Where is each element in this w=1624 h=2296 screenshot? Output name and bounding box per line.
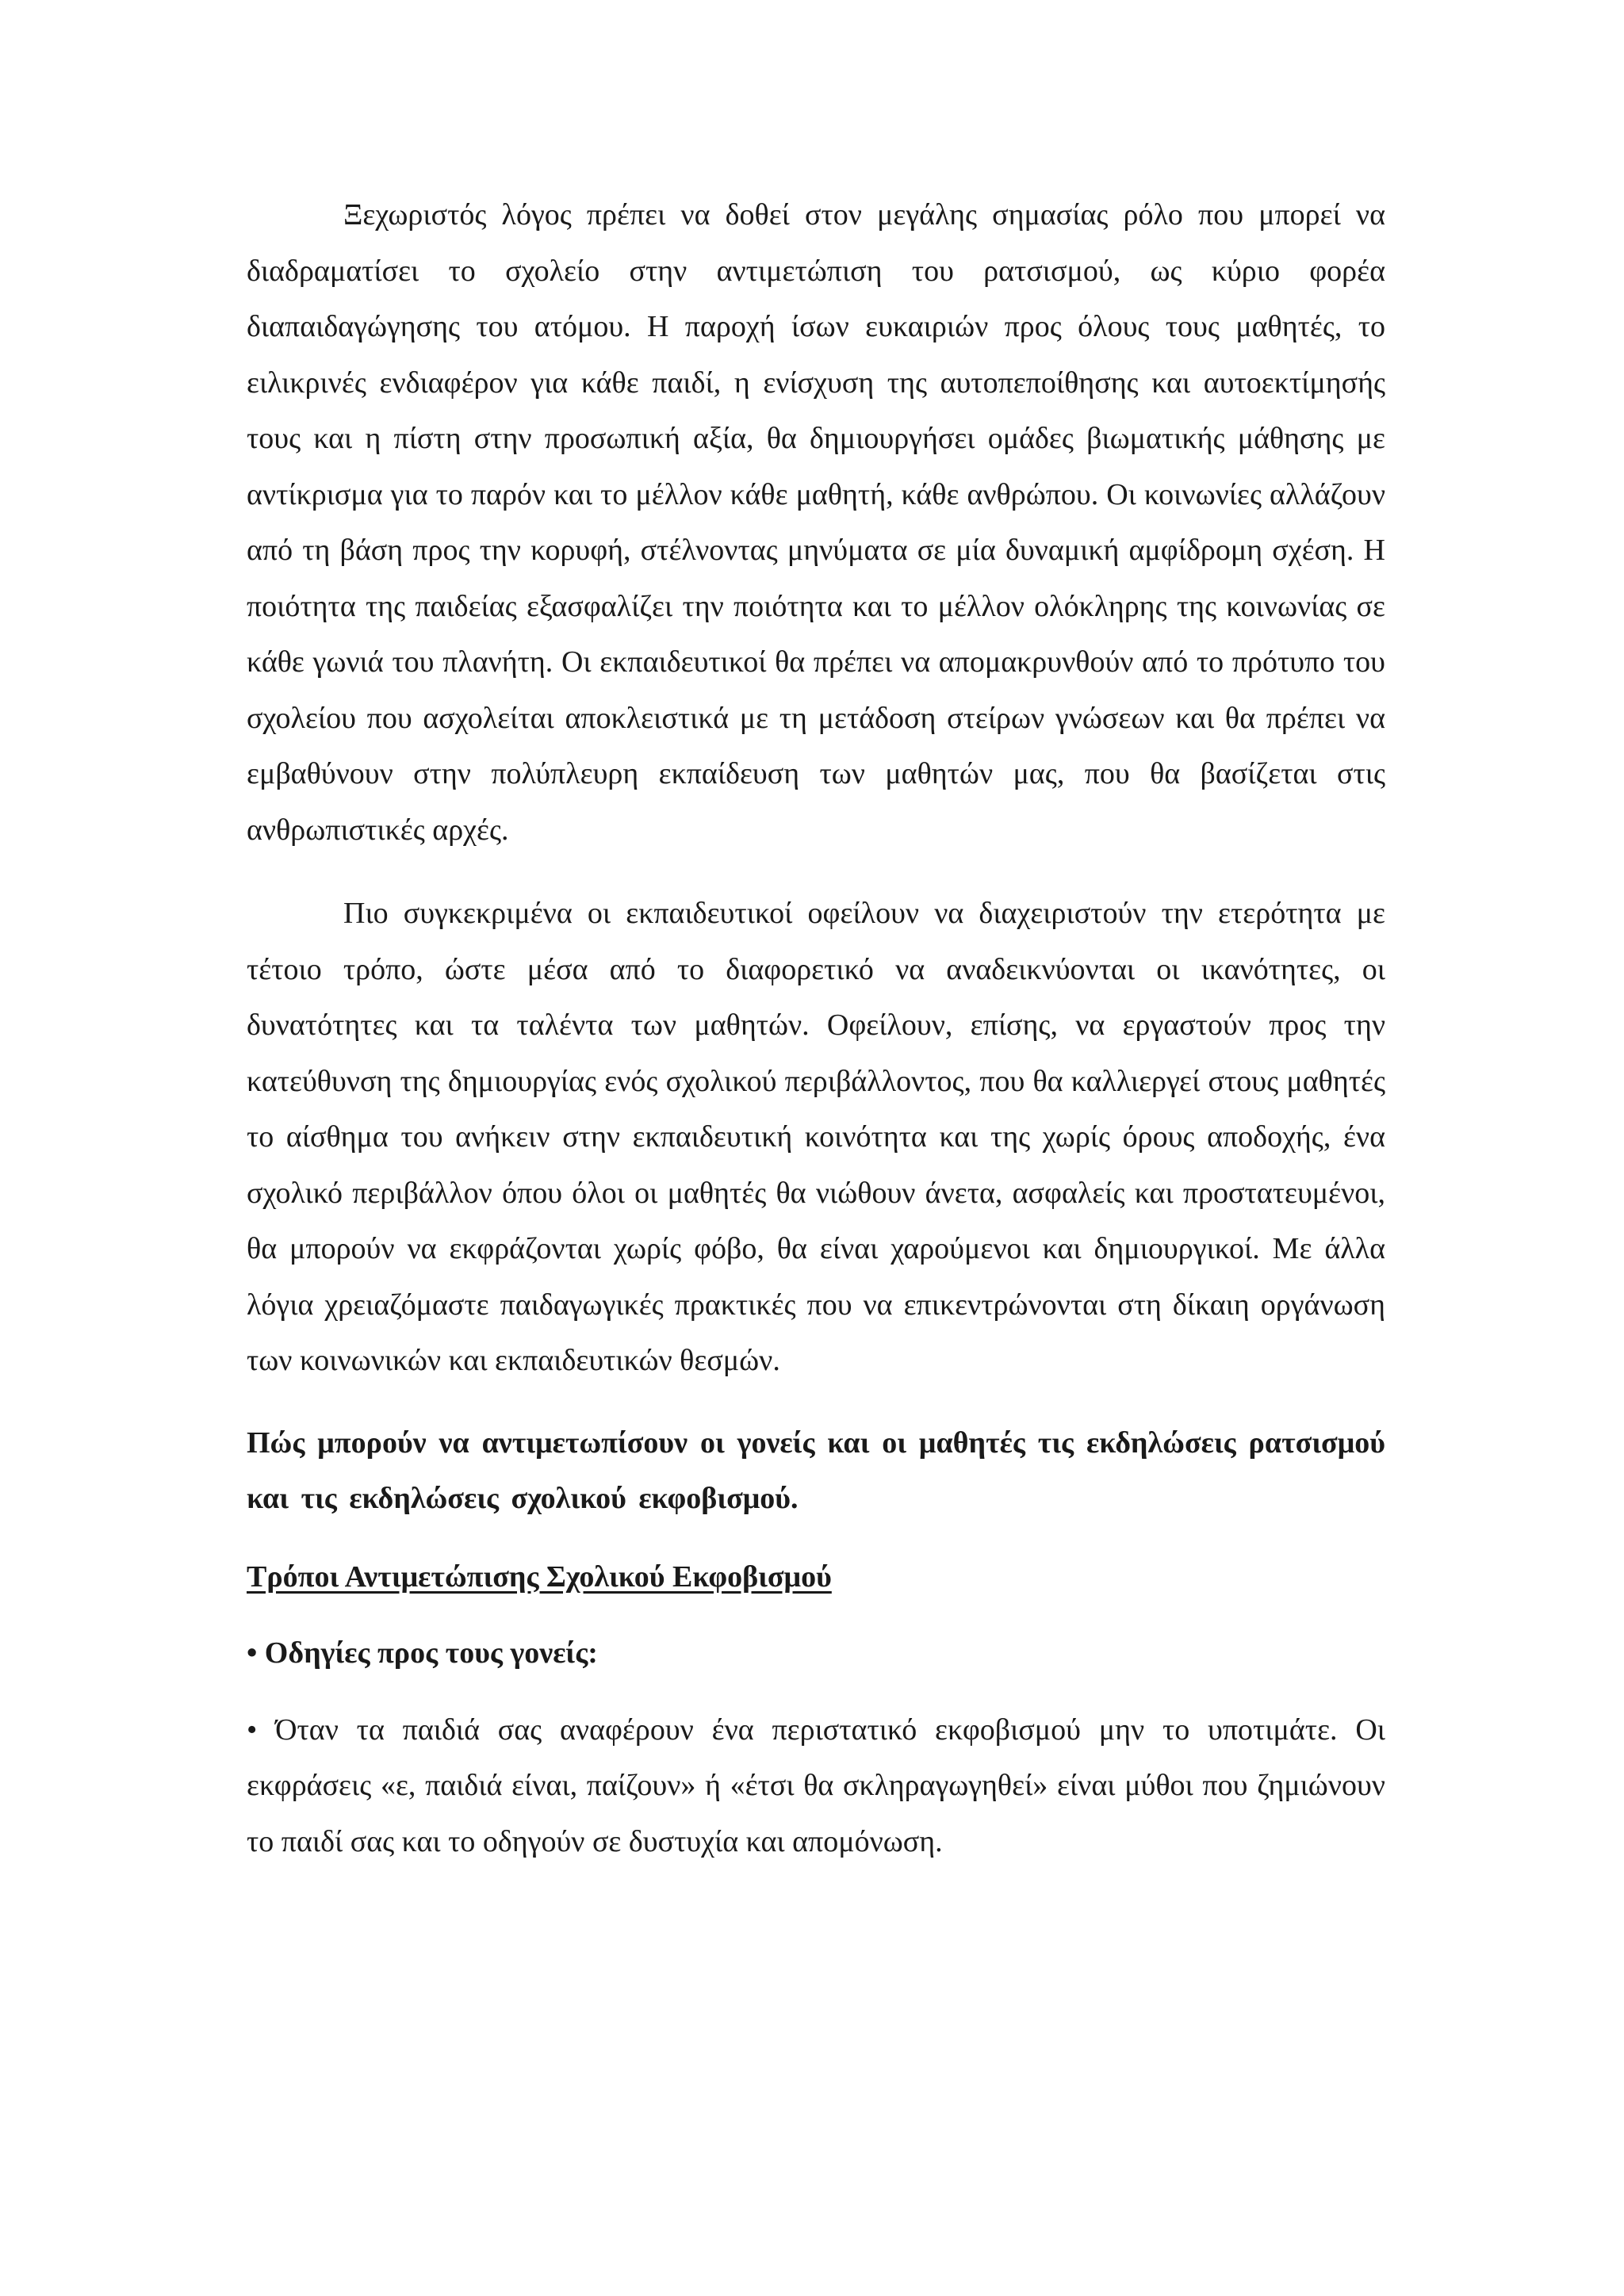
paragraph-school-role: Ξεχωριστός λόγος πρέπει να δοθεί στον μεγάλης σημασίας ρόλο που μπορεί να διαδραματίσει το σχολείο στην αντιμετώπιση του ρατσισμού, ως κύριο φορέα διαπαιδαγώγησης του ατόμου. Η παροχή ίσων ευκαιριών προς όλους τους μαθητές, το ειλικρινές ενδιαφέρον για κάθε παιδί, η ενίσχυση της αυτοπεποίθησης και αυτοεκτίμησής τους και η πίστη στην προσωπική αξία, θα δημιουργήσει ομάδες βιωματικής μάθησης με αντίκρισμα για το παρόν και το μέλλον κάθε μαθητή, κάθε ανθρώπου. Οι κοινωνίες αλλάζουν από τη βάση προς την κορυφή, στέλνοντας μηνύματα σε μία δυναμική αμφίδρομη σχέση. Η ποιότητα της παιδείας εξασφαλίζει την ποιότητα και το μέλλον ολόκληρης της κοινωνίας σε κάθε γωνιά του πλανήτη. Οι εκπαιδευτικοί θα πρέπει να απομακρυνθούν από το πρότυπο του σχολείου που ασχολείται αποκλειστικά με τη μετάδοση στείρων γνώσεων και θα πρέπει να εμβαθύνουν στην πολύπλευρη εκπαίδευση των μαθητών μας, που θα βασίζεται στις ανθρωπιστικές αρχές. (247, 198, 1385, 847)
section-title: Τρόποι Αντιμετώπισης Σχολικού Εκφοβισμού (247, 1559, 832, 1594)
bullet-heading-parents: • Οδηγίες προς τους γονείς: (247, 1636, 598, 1670)
question-heading: Πώς μπορούν να αντιμετωπίσουν οι γονείς και οι μαθητές τις εκδηλώσεις ρατσισμού και τις εκδηλώσεις σχολικού εκφοβισμού. (247, 1425, 1385, 1515)
bullet-text-parents-advice: • Όταν τα παιδιά σας αναφέρουν ένα περιστατικό εκφοβισμού μην το υποτιμάτε. Οι εκφράσεις «ε, παιδιά είναι, παίζουν» ή «έτσι θα σκληραγωγηθεί» είναι μύθοι που ζημιώνουν το παιδί σας και το οδηγούν σε δυστυχία και απομόνωση. (247, 1712, 1385, 1858)
paragraph-teachers-duties: Πιο συγκεκριμένα οι εκπαιδευτικοί οφείλουν να διαχειριστούν την ετερότητα με τέτοιο τρόπο, ώστε μέσα από το διαφορετικό να αναδεικνύονται οι ικανότητες, οι δυνατότητες και τα ταλέντα των μαθητών. Οφείλουν, επίσης, να εργαστούν προς την κατεύθυνση της δημιουργίας ενός σχολικού περιβάλλοντος, που θα καλλιεργεί στους μαθητές το αίσθημα του ανήκειν στην εκπαιδευτική κοινότητα και της χωρίς όρους αποδοχής, ένα σχολικό περιβάλλον όπου όλοι οι μαθητές θα νιώθουν άνετα, ασφαλείς και προστατευμένοι, θα μπορούν να εκφράζονται χωρίς φόβο, θα είναι χαρούμενοι και δημιουργικοί. Με άλλα λόγια χρειαζόμαστε παιδαγωγικές πρακτικές που να επικεντρώνονται στη δίκαιη οργάνωση των κοινωνικών και εκπαιδευτικών θεσμών. (247, 897, 1385, 1377)
document-page (247, 187, 1385, 1869)
